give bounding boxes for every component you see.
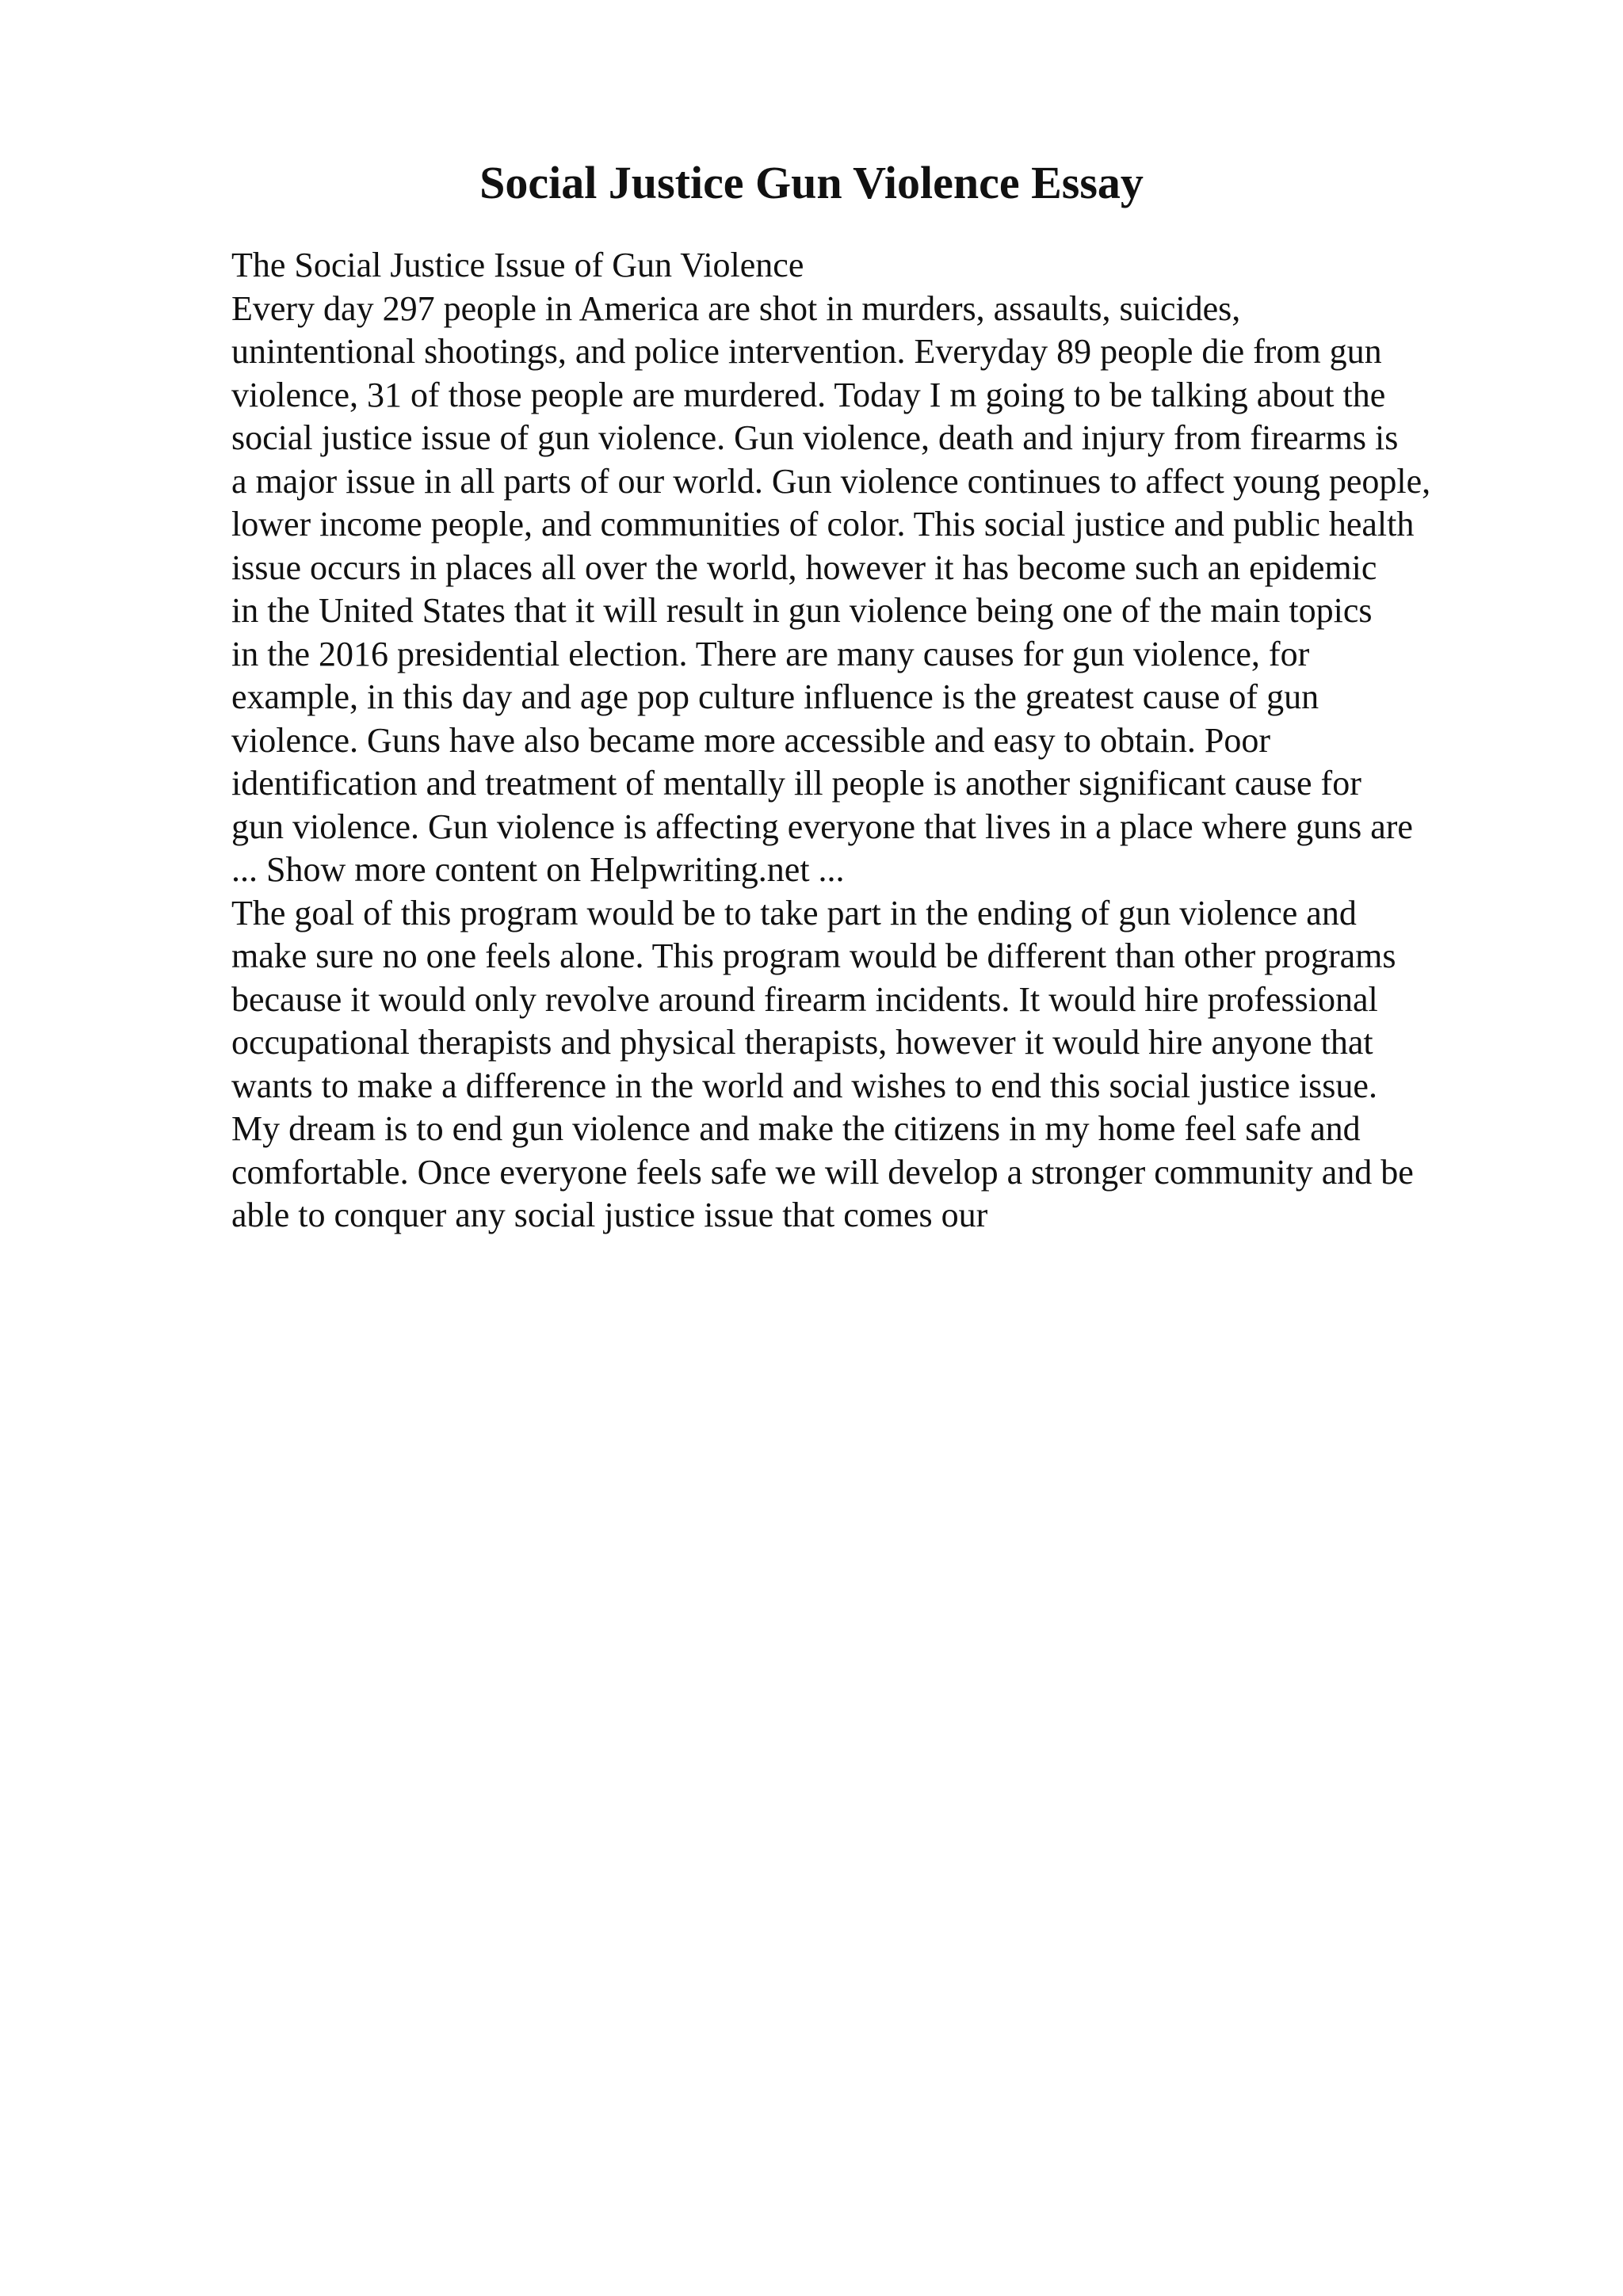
essay-line: lower income people, and communities of color. This social justice and public health [231, 505, 1415, 543]
essay-line: Every day 297 people in America are shot in murders, assaults, suicides, [231, 288, 1241, 328]
essay-line: because it would only revolve around firearm incidents. It would hire professional [231, 979, 1378, 1019]
essay-line: social justice issue of gun violence. Gun violence, death and injury from firearms is [231, 418, 1399, 457]
essay-line: issue occurs in places all over the world, however it has become such an epidemic [231, 547, 1377, 587]
essay-line: identification and treatment of mentally ill people is another significant cause for [231, 764, 1361, 803]
essay-subtitle: The Social Justice Issue of Gun Violence [231, 246, 804, 284]
essay-line: make sure no one feels alone. This program would be different than other programs [231, 936, 1396, 975]
essay-line: able to conquer any social justice issue that comes our [231, 1196, 988, 1234]
essay-body [231, 244, 1594, 1238]
essay-line: wants to make a difference in the world and wishes to end this social justice issue. [231, 1066, 1377, 1105]
essay-line: violence. Guns have also became more accessible and easy to obtain. Poor [231, 720, 1270, 760]
essay-line: gun violence. Gun violence is affecting everyone that lives in a place where guns are [231, 807, 1413, 846]
essay-line: occupational therapists and physical therapists, however it would hire anyone that [231, 1023, 1373, 1062]
essay-line: in the United States that it will result in gun violence being one of the main topics [231, 591, 1373, 630]
essay-line: My dream is to end gun violence and make the citizens in my home feel safe and [231, 1109, 1361, 1148]
essay-line: example, in this day and age pop culture influence is the greatest cause of gun [231, 677, 1319, 716]
essay-line: violence, 31 of those people are murdered. Today I m going to be talking about the [231, 375, 1386, 414]
show-more-link[interactable]: ... Show more content on Helpwriting.net ... [231, 850, 845, 889]
essay-line: a major issue in all parts of our world. Gun violence continues to affect young people, [231, 461, 1431, 501]
essay-line: in the 2016 presidential election. There are many causes for gun violence, for [231, 634, 1310, 673]
essay-line: The goal of this program would be to take part in the ending of gun violence and [231, 893, 1357, 933]
essay-line: unintentional shootings, and police intervention. Everyday 89 people die from gun [231, 332, 1382, 371]
essay-line: comfortable. Once everyone feels safe we will develop a stronger community and be [231, 1152, 1414, 1192]
page-title: Social Justice Gun Violence Essay [479, 157, 1144, 208]
